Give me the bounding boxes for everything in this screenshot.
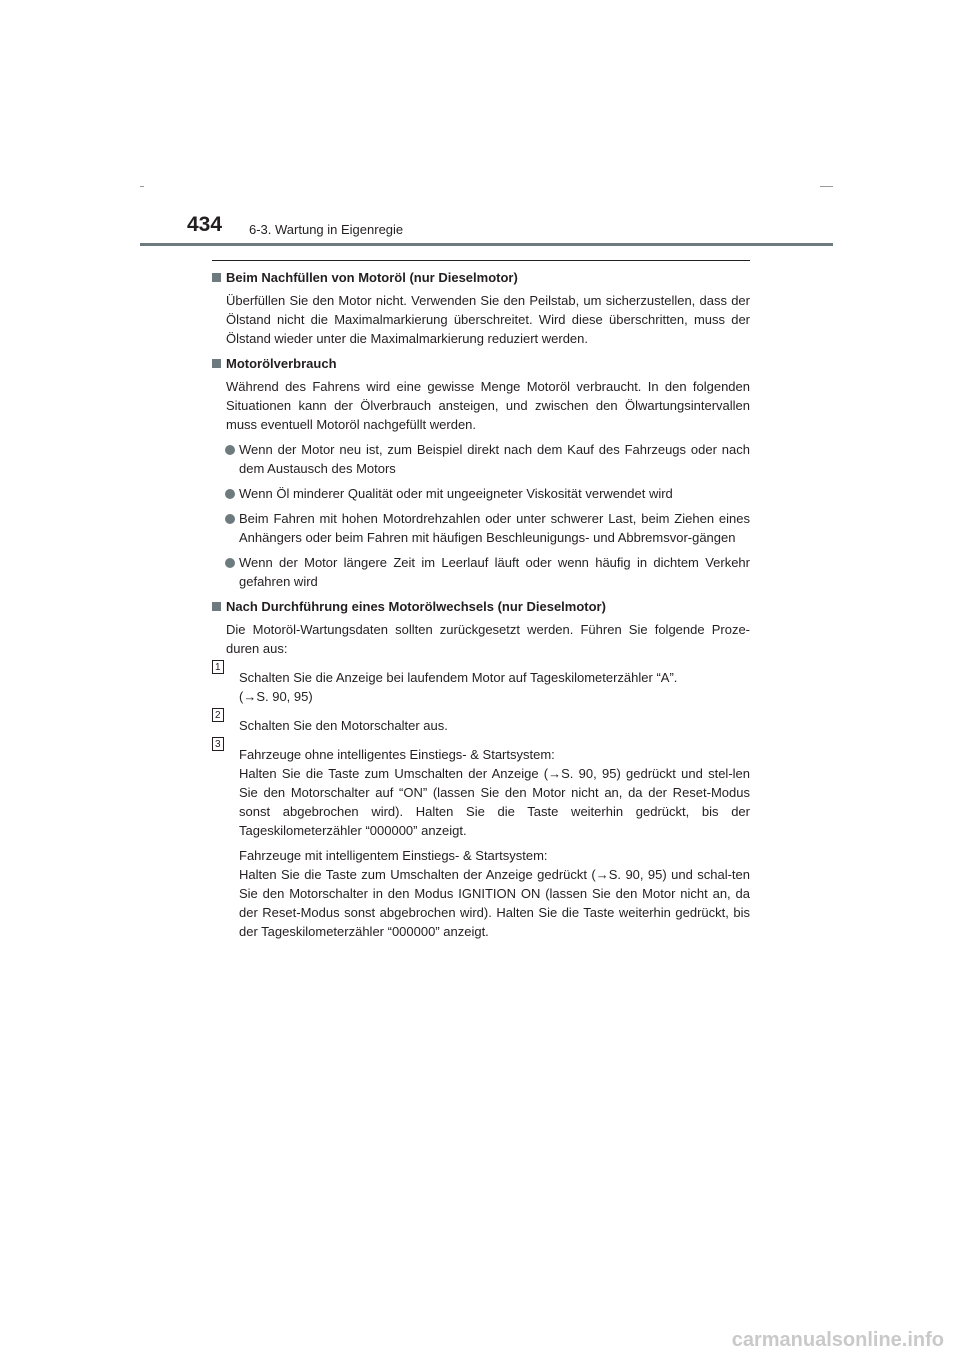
page-content	[212, 268, 750, 941]
step-item: 3 Fahrzeuge ohne intelligentes Einstiegs- & Startsystem: Halten Sie die Taste zum Umschalten der Anzeige (→S. 90, 95) gedrückt und stel-len Sie den Motorschalter auf “ON” (lassen Sie den Motor nicht an, da der Reset-Modus sonst abgebrochen wird). Halten Sie die Taste weiterhin gedrückt, bis der Tageskilometerzähler “000000” anzeigt.	[212, 745, 750, 840]
list-item: Wenn der Motor neu ist, zum Beispiel direkt nach dem Kauf des Fahrzeugs oder nach dem Austausch des Motors	[212, 440, 750, 478]
step-variant-text: Fahrzeuge mit intelligentem Einstiegs- & Startsystem: Halten Sie die Taste zum Umschalten der Anzeige gedrückt (→S. 90, 95) und schal-ten Sie den Motorschalter in den Modus IGNITION ON (lassen Sie den Motor nicht an, da der Reset-Modus sonst abgebrochen wird). Halten Sie die Taste weiterhin gedrückt, bis der Tageskilometerzähler “000000” anzeigt.	[239, 848, 750, 939]
list-item: Wenn der Motor längere Zeit im Leerlauf läuft oder wenn häufig in dichtem Verkehr gefahren wird	[212, 553, 750, 591]
section-text: Die Motoröl-Wartungsdaten sollten zurückgesetzt werden. Führen Sie folgende Proze-duren aus:	[226, 622, 750, 656]
page-number: 434	[187, 213, 223, 236]
watermark: carmanualsonline.info	[731, 1329, 944, 1351]
square-bullet-icon	[212, 359, 221, 368]
square-bullet-icon	[212, 273, 221, 282]
section-heading: Beim Nachfüllen von Motoröl (nur Dieselmotor)	[212, 268, 750, 287]
header-rule	[140, 243, 833, 246]
step-number-badge: 1	[212, 660, 224, 674]
step-item: 1 Schalten Sie die Anzeige bei laufendem Motor auf Tageskilometerzähler “A”. (→S. 90, 95)	[212, 668, 750, 706]
section-text: Während des Fahrens wird eine gewisse Menge Motoröl verbraucht. In den folgenden Situationen kann der Ölverbrauch ansteigen, und zwischen den Ölwartungsintervallen muss eventuell Motoröl nachgefüllt werden.	[226, 379, 750, 432]
step-number-badge: 2	[212, 708, 224, 722]
step-item: 2 Schalten Sie den Motorschalter aus.	[212, 716, 750, 735]
step-number-badge: 3	[212, 737, 224, 751]
circle-bullet-icon	[225, 489, 235, 499]
section-title: 6-3. Wartung in Eigenregie	[249, 222, 404, 237]
circle-bullet-icon	[225, 445, 235, 455]
section-heading: Nach Durchführung eines Motorölwechsels (nur Dieselmotor)	[212, 597, 750, 616]
section-heading: Motorölverbrauch	[212, 354, 750, 373]
circle-bullet-icon	[225, 558, 235, 568]
list-item: Beim Fahren mit hohen Motordrehzahlen oder unter schwerer Last, beim Ziehen eines Anhängers oder beim Fahren mit häufigen Beschleunigungs- und Abbremsvor-gängen	[212, 509, 750, 547]
square-bullet-icon	[212, 602, 221, 611]
crop-mark-left	[140, 186, 144, 187]
crop-mark-right	[820, 186, 833, 187]
circle-bullet-icon	[225, 514, 235, 524]
list-item: Wenn Öl minderer Qualität oder mit ungeeigneter Viskosität verwendet wird	[212, 484, 750, 503]
content-rule	[212, 260, 750, 261]
section-text: Überfüllen Sie den Motor nicht. Verwenden Sie den Peilstab, um sicherzustellen, dass der Ölstand nicht die Maximalmarkierung überschreitet. Wird diese überschritten, muss der Ölstand wieder unter die Maximalmarkierung reduziert werden.	[226, 293, 750, 346]
